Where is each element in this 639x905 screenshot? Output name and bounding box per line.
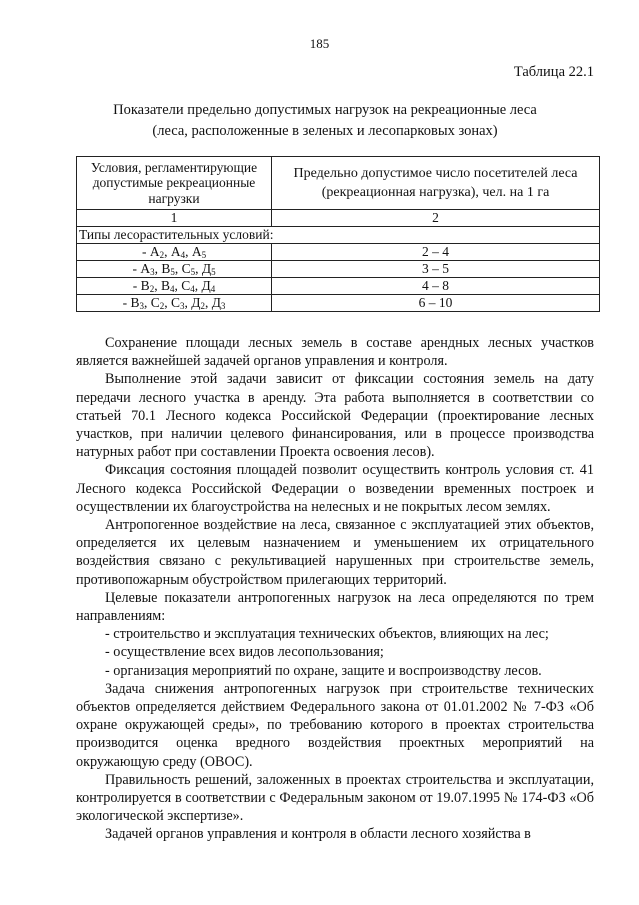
- caption-line: (леса, расположенные в зеленых и лесопарковых зонах): [152, 123, 498, 139]
- paragraph: Задача снижения антропогенных нагрузок при строительстве технических объектов определяется действием Федерального закона от 01.01.2002 № 7-ФЗ «Об охране окружающей среды», по требованию которого в проектах строительства производится оценка вредного воздействия проектных мероприятий на окружающую среду (ОВОС).: [76, 680, 594, 770]
- forest-condition-codes: - $А_3$, $В_5$, $С_5$, $Д_5$: [77, 260, 272, 277]
- header-conditions: Условия, регламентирующие допустимые рекреационные нагрузки: [77, 157, 272, 210]
- list-item: - строительство и эксплуатация технических объектов, влияющих на лес;: [105, 626, 549, 643]
- table-caption: [70, 100, 580, 142]
- table-row: [77, 294, 600, 311]
- list-item: - организация мероприятий по охране, защите и воспроизводству лесов.: [105, 662, 542, 679]
- column-number-row: [77, 210, 600, 227]
- forest-condition-codes: - $В_3$, $С_2$, $С_3$, $Д_2$, $Д_3$: [77, 294, 272, 311]
- table-row: [77, 243, 600, 260]
- paragraph: Целевые показатели антропогенных нагрузок на леса определяются по трем направлениям:: [76, 589, 594, 625]
- forest-types-row: [77, 226, 600, 243]
- body-text: [76, 334, 594, 844]
- paragraph: Фиксация состояния площадей позволит осуществить контроль условия ст. 41 Лесного кодекса Российской Федерации о возведении временных построек и осуществлении их благоустройства на нелесных и не покрытых лесом землях.: [76, 462, 594, 515]
- table-label: Таблица 22.1: [513, 64, 594, 80]
- paragraph: Задачей органов управления и контроля в области лесного хозяйства в: [105, 826, 531, 843]
- table-row: [77, 260, 600, 277]
- forest-condition-codes: - $А_2$, $А_4$, $А_5$: [77, 243, 272, 260]
- forest-types-label: Типы лесорастительных условий:: [77, 226, 600, 243]
- visitor-limit-value: 2 – 4: [272, 243, 600, 260]
- paragraph: Правильность решений, заложенных в проектах строительства и эксплуатации, контролируется в соответствии с Федеральным законом от 19.07.1995 № 174-ФЗ «Об экологической экспертизе».: [76, 771, 594, 825]
- visitor-limit-value: 6 – 10: [272, 294, 600, 311]
- forest-condition-codes: - $В_2$, $В_4$, $С_4$, $Д_4$: [77, 277, 272, 294]
- visitor-limit-value: 4 – 8: [272, 277, 600, 294]
- header-visitor-limit: Предельно допустимое число посетителей леса (рекреационная нагрузка), чел. на 1 га: [272, 157, 600, 210]
- list-item: - осуществление всех видов лесопользования;: [105, 644, 384, 661]
- page-number: 185: [309, 36, 330, 51]
- paragraph: Антропогенное воздействие на леса, связанное с эксплуатацией этих объектов, определяется их целевым назначением и уменьшением их отрицательного воздействия связано с рекультивацией нарушенных при строительстве земель, противопожарным обустройством прилегающих территорий.: [76, 517, 594, 588]
- visitor-limit-value: 3 – 5: [272, 260, 600, 277]
- recreational-load-table: [76, 156, 600, 312]
- paragraph: Сохранение площади лесных земель в составе арендных лесных участков является важнейшей задачей органов управления и контроля.: [76, 335, 594, 370]
- column-number: 1: [77, 210, 272, 227]
- table-header-row: [77, 157, 600, 210]
- caption-line: Показатели предельно допустимых нагрузок на рекреационные леса: [113, 102, 537, 118]
- paragraph: Выполнение этой задачи зависит от фиксации состояния земель на дату передачи лесного участка в аренду. Эта работа выполняется в соответствии со статьей 70.1 Лесного кодекса Российской Федерации (проектирование лесных участков, при наличии целевого финансирования, или в процессе производства натурных работ при составлении Проекта освоения лесов).: [76, 371, 594, 461]
- table-row: [77, 277, 600, 294]
- column-number: 2: [272, 210, 600, 227]
